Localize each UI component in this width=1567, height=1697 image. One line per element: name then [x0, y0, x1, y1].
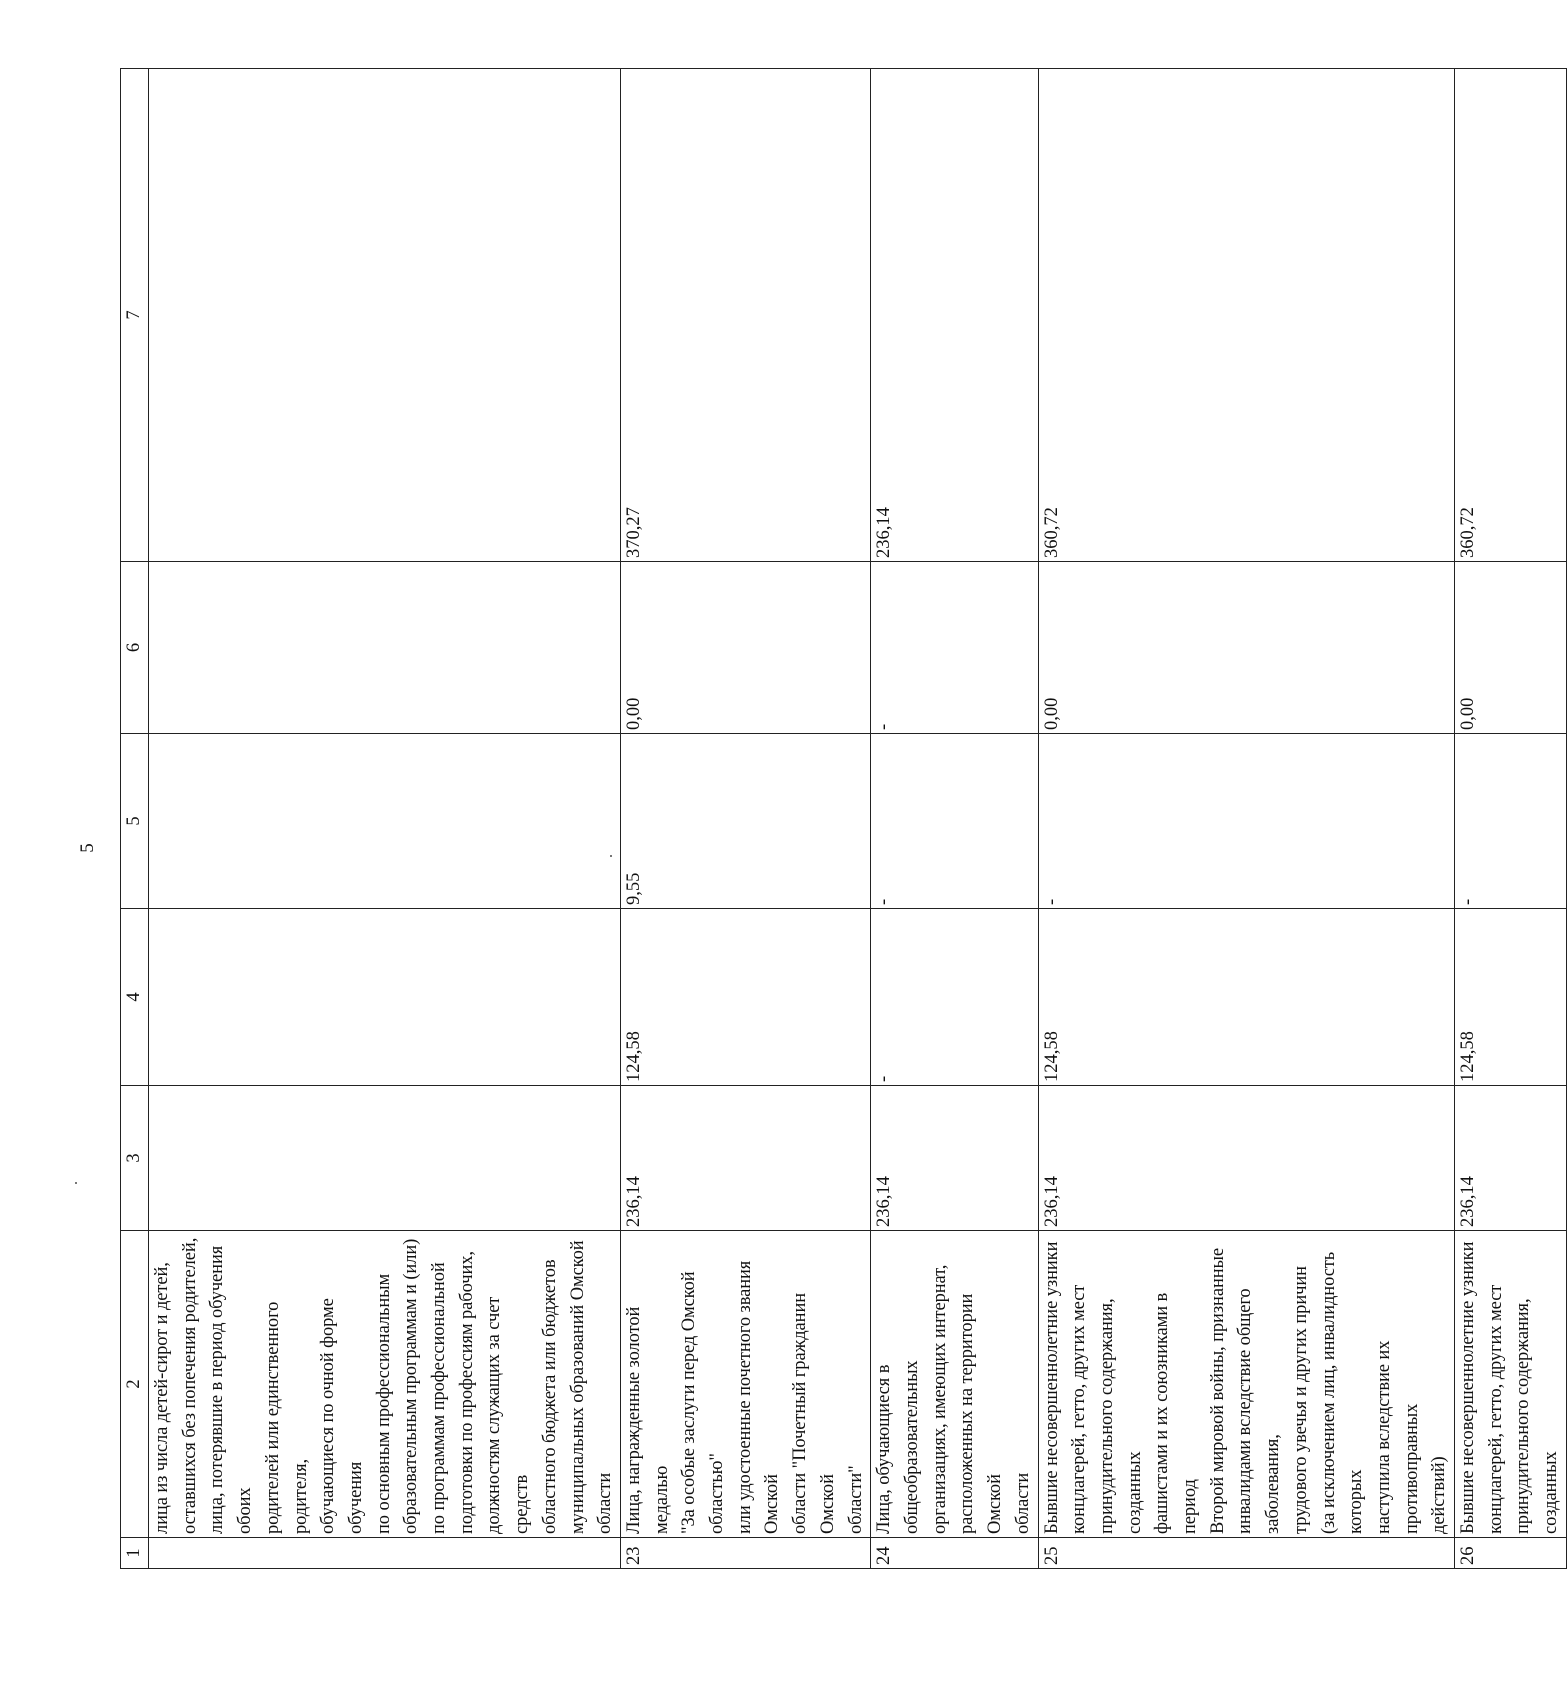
table-row: [1455, 69, 1567, 1569]
row-number-cell: [149, 1538, 621, 1569]
column-header: 2: [121, 1231, 149, 1538]
value-cell: 360,72: [1455, 69, 1567, 562]
value-cell: 236,14: [1455, 1086, 1567, 1231]
value-cell: [149, 1086, 621, 1231]
rotated-table-frame: [120, 69, 1562, 1569]
value-cell: 124,58: [620, 909, 870, 1086]
benefits-table: [120, 68, 1567, 1569]
value-cell: 236,14: [1038, 1086, 1455, 1231]
value-cell: 9,55: [620, 734, 870, 909]
value-cell: 370,27: [620, 69, 870, 562]
column-header: 1: [121, 1538, 149, 1569]
value-cell: [149, 734, 621, 909]
value-cell: [149, 909, 621, 1086]
value-cell: 360,72: [1038, 69, 1455, 562]
value-cell: -: [871, 909, 1038, 1086]
value-cell: 124,58: [1038, 909, 1455, 1086]
row-number-cell: 24: [871, 1538, 1038, 1569]
table-row: [871, 69, 1038, 1569]
scan-speck: [75, 1182, 77, 1184]
value-cell: 124,58: [1455, 909, 1567, 1086]
value-cell: 236,14: [871, 69, 1038, 562]
row-number-cell: 25: [1038, 1538, 1455, 1569]
table-row: [620, 69, 870, 1569]
table-row-continuation: [149, 69, 621, 1569]
column-header: 7: [121, 69, 149, 562]
row-number-cell: 23: [620, 1538, 870, 1569]
column-header: 6: [121, 562, 149, 734]
page-number: 5: [77, 843, 98, 853]
column-header: 3: [121, 1086, 149, 1231]
description-cell: Лица, награжденные золотой медалью "За особые заслуги перед Омской областью" или удостоенные почетного звания Омской области "Почетный гражданин Омской области": [620, 1231, 870, 1538]
value-cell: 0,00: [1038, 562, 1455, 734]
value-cell: [149, 562, 621, 734]
description-cell: лица из числа детей-сирот и детей, оставшихся без попечения родителей, лица, потерявшие в период обучения обоих родителей или единственного родителя, обучающиеся по очной форме обучения по основным профессиональным образовательным программам и (или) по программам профессиональной подготовки по профессиям рабочих, должностям служащих за счет средств областного бюджета или бюджетов муниципальных образований Омской области: [149, 1231, 621, 1538]
table-row: [1038, 69, 1455, 1569]
value-cell: -: [1455, 734, 1567, 909]
description-cell: Лица, обучающиеся в общеобразовательных организациях, имеющих интернат, расположенных на территории Омской области: [871, 1231, 1038, 1538]
value-cell: -: [871, 734, 1038, 909]
description-cell: Бывшие несовершеннолетние узники концлагерей, гетто, других мест принудительного содержания, созданных фашистами и их союзниками в период Второй мировой войны, признанные инвалидами вследствие общего заболевания, трудового увечья и других причин (за исключением лиц, инвалидность которых наступила вследствие их противоправных действий): [1038, 1231, 1455, 1538]
value-cell: 236,14: [620, 1086, 870, 1231]
description-cell: Бывшие несовершеннолетние узники концлагерей, гетто, других мест принудительного содержания, созданных: [1455, 1231, 1567, 1538]
value-cell: 0,00: [620, 562, 870, 734]
column-header: 5: [121, 734, 149, 909]
row-number-cell: 26: [1455, 1538, 1567, 1569]
column-header: 4: [121, 909, 149, 1086]
value-cell: -: [1038, 734, 1455, 909]
value-cell: 0,00: [1455, 562, 1567, 734]
header-row: [121, 69, 149, 1569]
value-cell: -: [871, 562, 1038, 734]
value-cell: [149, 69, 621, 562]
value-cell: 236,14: [871, 1086, 1038, 1231]
